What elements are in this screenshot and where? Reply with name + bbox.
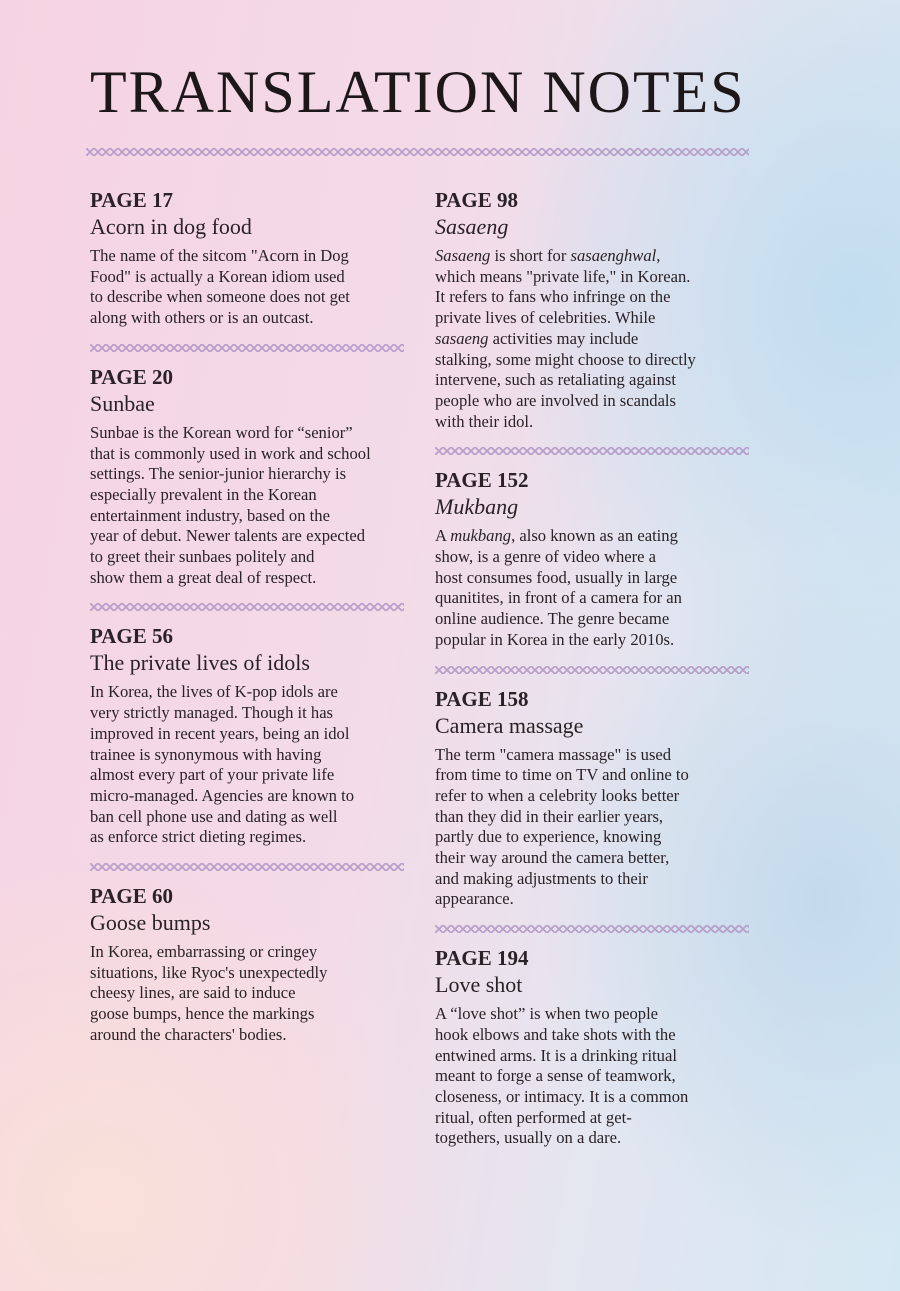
page-title: TRANSLATION NOTES	[90, 59, 746, 125]
note-body-line: private lives of celebrities. While	[435, 308, 656, 328]
note-body-line: along with others or is an outcast.	[90, 308, 314, 328]
note-body-line: trainee is synonymous with having	[90, 744, 322, 764]
note-body-line: closeness, or intimacy. It is a common	[435, 1086, 689, 1106]
note-body-line: In Korea, embarrassing or cringey	[90, 942, 318, 962]
note-term: Mukbang	[435, 494, 519, 520]
note-body-line: popular in Korea in the early 2010s.	[435, 629, 675, 649]
note-body-line: and making adjustments to their	[435, 868, 648, 888]
translation-note	[90, 188, 410, 329]
note-term: Sasaeng	[435, 214, 509, 239]
note-body-line: year of debut. Newer talents are expected	[90, 526, 366, 546]
note-body-line: The name of the sitcom "Acorn in Dog	[90, 246, 349, 265]
note-body-line: online audience. The genre became	[435, 609, 670, 629]
note-body-line: host consumes food, usually in large	[435, 567, 678, 587]
ornamental-divider	[435, 925, 749, 933]
note-body-line: that is commonly used in work and school	[90, 443, 371, 463]
note-body-line: micro-managed. Agencies are known to	[90, 785, 355, 805]
note-body-line: Sasaeng is short for sasaenghwal,	[435, 246, 661, 265]
translation-note	[435, 946, 755, 1149]
note-body-line: to describe when someone does not get	[90, 287, 350, 307]
note-body-line: show, is a genre of video where a	[435, 547, 657, 567]
note-body-line: people who are involved in scandals	[435, 390, 676, 410]
note-body	[435, 246, 755, 432]
note-body-line: settings. The senior-junior hierarchy is	[90, 464, 347, 484]
note-body	[435, 1004, 755, 1149]
ornamental-divider	[435, 447, 749, 455]
note-body-line: cheesy lines, are said to induce	[90, 983, 296, 1003]
note-body-line: as enforce strict dieting regimes.	[90, 827, 307, 847]
note-body-line: than they did in their earlier years,	[435, 806, 664, 826]
note-body-line: entwined arms. It is a drinking ritual	[435, 1045, 677, 1065]
note-body-line: It refers to fans who infringe on the	[435, 287, 671, 307]
note-term: Acorn in dog food	[90, 214, 252, 239]
note-body-line: improved in recent years, being an idol	[90, 723, 350, 743]
translation-note	[90, 624, 410, 848]
notes-column-left	[90, 188, 410, 1046]
note-body-line: refer to when a celebrity looks better	[435, 785, 680, 805]
note-body-line: A “love shot” is when two people	[435, 1004, 659, 1024]
note-body-line: togethers, usually on a dare.	[435, 1128, 622, 1148]
note-body-line: quanitites, in front of a camera for an	[435, 588, 682, 608]
note-page-label: PAGE 194	[435, 946, 529, 971]
note-page-label: PAGE 20	[90, 364, 174, 389]
note-body-line: A mukbang, also known as an eating	[435, 526, 678, 546]
translation-note	[90, 884, 410, 1046]
note-page-label: PAGE 158	[435, 686, 529, 711]
note-page-label: PAGE 98	[435, 188, 519, 212]
note-page-label: PAGE 56	[90, 624, 174, 649]
note-body-line: appearance.	[435, 889, 514, 909]
note-body	[435, 526, 755, 650]
notes-column-right	[435, 188, 755, 1149]
note-body-line: intervene, such as retaliating against	[435, 370, 676, 390]
note-body-line: situations, like Ryoc's unexpectedly	[90, 962, 328, 982]
ornamental-divider	[435, 666, 749, 674]
note-body	[90, 682, 410, 848]
note-body-line: Food" is actually a Korean idiom used	[90, 266, 345, 286]
note-body-line: especially prevalent in the Korean	[90, 484, 317, 504]
note-body-line: The term "camera massage" is used	[435, 744, 672, 764]
note-body-line: entertainment industry, based on the	[90, 505, 330, 525]
note-body-line: from time to time on TV and online to	[435, 765, 689, 785]
note-page-label: PAGE 60	[90, 884, 174, 909]
note-body-line: show them a great deal of respect.	[90, 567, 317, 587]
note-body-line: around the characters' bodies.	[90, 1024, 287, 1044]
note-body-line: with their idol.	[435, 411, 534, 431]
note-body-line: ritual, often performed at get-	[435, 1107, 632, 1127]
note-term: Goose bumps	[90, 910, 211, 936]
note-body-line: to greet their sunbaes politely and	[90, 547, 315, 567]
translation-note	[435, 188, 755, 432]
note-body	[90, 246, 410, 329]
note-body-line: goose bumps, hence the markings	[90, 1004, 315, 1024]
note-body-line: hook elbows and take shots with the	[435, 1024, 676, 1044]
note-body	[435, 745, 755, 911]
note-body-line: almost every part of your private life	[90, 765, 335, 785]
note-body	[90, 942, 410, 1046]
note-page-label: PAGE 152	[435, 468, 529, 493]
note-body-line: meant to forge a sense of teamwork,	[435, 1066, 676, 1086]
ornamental-divider	[86, 148, 749, 156]
note-page-label: PAGE 17	[90, 188, 174, 212]
note-term: Love shot	[435, 972, 523, 998]
note-body-line: partly due to experience, knowing	[435, 827, 662, 847]
note-body-line: which means "private life," in Korean.	[435, 266, 691, 286]
note-body	[90, 423, 410, 589]
note-term: Sunbae	[90, 390, 155, 416]
note-body-line: In Korea, the lives of K-pop idols are	[90, 682, 338, 702]
note-body-line: their way around the camera better,	[435, 848, 670, 868]
translation-note	[90, 365, 410, 589]
note-body-line: ban cell phone use and dating as well	[90, 806, 338, 826]
note-body-line: stalking, some might choose to directly	[435, 349, 696, 369]
note-body-line: very strictly managed. Though it has	[90, 703, 334, 723]
ornamental-divider	[90, 603, 404, 611]
ornamental-divider	[90, 863, 404, 871]
translation-note	[435, 687, 755, 911]
translation-note	[435, 468, 755, 650]
note-term: Camera massage	[435, 712, 584, 738]
note-term: The private lives of idols	[90, 650, 310, 676]
note-body-line: sasaeng activities may include	[435, 328, 639, 348]
ornamental-divider	[90, 344, 404, 352]
note-body-line: Sunbae is the Korean word for “senior”	[90, 422, 353, 442]
